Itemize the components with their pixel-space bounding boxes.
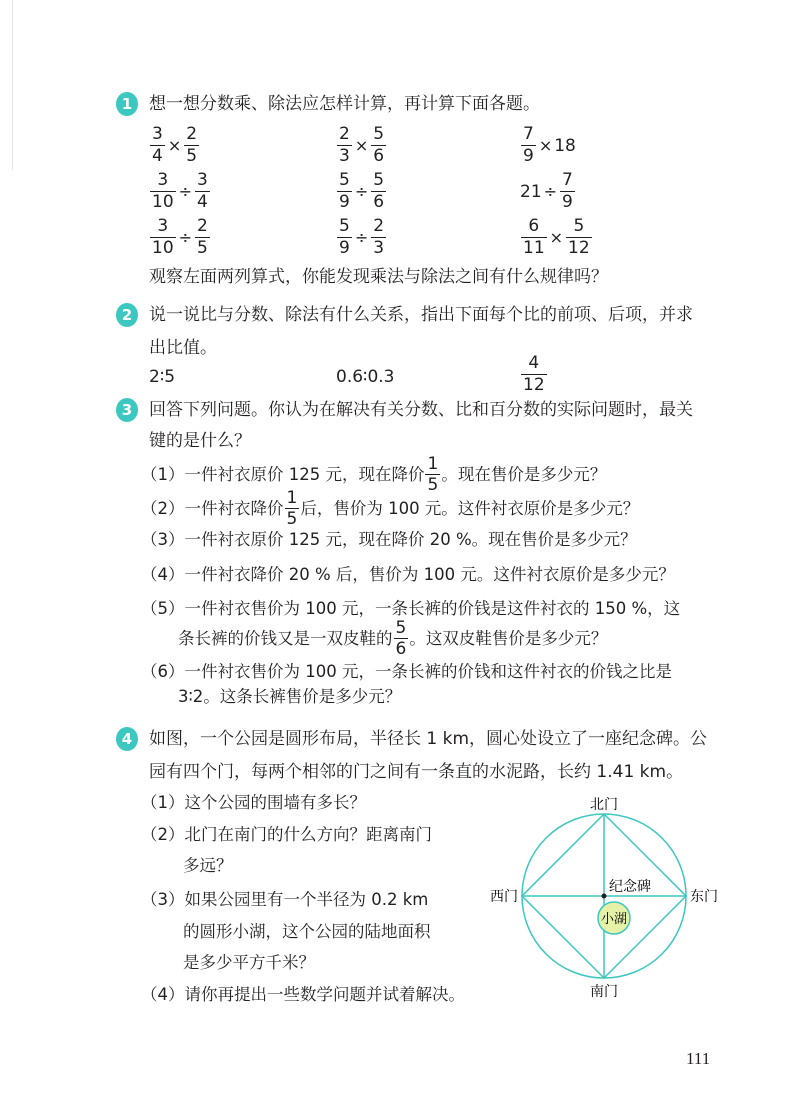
problem-3-badge: 3 <box>116 398 138 422</box>
monument-point <box>602 894 607 899</box>
fraction <box>195 217 210 258</box>
problem-3-q5-line2 <box>178 619 607 658</box>
problem-3-line2: 键的是什么？ <box>149 431 251 451</box>
operator: ÷ <box>354 228 369 247</box>
problem-4-q2-line2: 多远？ <box>183 856 233 875</box>
q1-numerator: 1 <box>427 454 439 474</box>
east-gate-label: 东门 <box>690 889 718 905</box>
expression <box>149 171 211 212</box>
fraction <box>150 171 176 212</box>
problem-4-q3-line3: 是多少平方千米？ <box>183 953 315 972</box>
north-gate-label: 北门 <box>590 797 618 813</box>
expression <box>520 217 593 258</box>
lake-label: 小湖 <box>600 912 628 927</box>
denominator: 4 <box>152 146 163 166</box>
numerator: 2 <box>373 216 385 236</box>
operator: ÷ <box>178 182 193 201</box>
fraction <box>560 171 575 212</box>
denominator: 9 <box>339 192 350 212</box>
numerator: 3 <box>152 124 163 144</box>
expression <box>149 125 200 166</box>
problem-3-q2 <box>141 489 639 528</box>
problem-4-q1: （1）这个公园的围墙有多长？ <box>141 793 366 812</box>
expression <box>520 125 576 166</box>
denominator: 3 <box>339 146 350 166</box>
expression <box>336 171 387 212</box>
margin-line <box>12 0 13 170</box>
fraction <box>150 217 176 258</box>
fraction <box>371 125 386 166</box>
fraction <box>195 171 210 212</box>
numerator: 3 <box>197 170 208 190</box>
denominator: 12 <box>568 238 590 258</box>
q1-denominator: 5 <box>427 475 439 495</box>
ratio-3-numerator: 4 <box>528 353 540 373</box>
problem-2-line1: 说一说比与分数、除法有什么关系，指出下面每个比的前项、后项，并求 <box>149 305 693 325</box>
fraction <box>337 171 352 212</box>
problem-3-line1: 回答下列问题。你认为在解决有关分数、比和百分数的实际问题时，最关 <box>149 400 693 420</box>
problem-4-line2: 园有四个门，每两个相邻的门之间有一条直的水泥路，长约 1.41 km。 <box>149 762 684 782</box>
denominator: 6 <box>373 192 385 212</box>
q5-text-b: 。这双皮鞋售价是多少元？ <box>409 628 608 648</box>
integer: 21 <box>520 181 542 202</box>
fraction <box>184 125 199 166</box>
fraction <box>337 217 352 258</box>
fraction <box>371 171 386 212</box>
operator: ÷ <box>543 182 558 201</box>
denominator: 9 <box>523 146 534 166</box>
problem-4-line1: 如图，一个公园是圆形布局，半径长 1 km，圆心处设立了一座纪念碑。公 <box>149 729 708 749</box>
denominator: 11 <box>523 238 545 258</box>
operator: ÷ <box>178 228 193 247</box>
numerator: 3 <box>157 170 169 190</box>
denominator: 4 <box>197 192 208 212</box>
fraction <box>566 217 592 258</box>
park-diagram <box>480 790 740 1010</box>
numerator: 3 <box>157 216 169 236</box>
problem-1-badge: 1 <box>116 92 138 116</box>
denominator: 5 <box>197 238 208 258</box>
monument-label: 纪念碑 <box>609 879 651 895</box>
operator: × <box>538 136 553 155</box>
ratio-2: 0.6∶0.3 <box>336 367 395 387</box>
numerator: 7 <box>562 170 573 190</box>
denominator: 9 <box>339 238 350 258</box>
problem-4-q2-line1: （2）北门在南门的什么方向？距离南门 <box>141 825 432 844</box>
numerator: 7 <box>523 124 534 144</box>
west-gate-label: 西门 <box>490 889 518 905</box>
expression <box>520 171 576 212</box>
problem-2-line2: 出比值。 <box>149 338 217 358</box>
numerator: 6 <box>528 216 540 236</box>
denominator: 10 <box>152 192 174 212</box>
numerator: 2 <box>197 216 208 236</box>
ratio-3-denominator: 12 <box>523 375 545 395</box>
integer: 18 <box>554 135 576 156</box>
operator: × <box>354 136 369 155</box>
expression <box>336 125 387 166</box>
numerator: 5 <box>373 124 385 144</box>
problem-4-q3-line1: （3）如果公园里有一个半径为 0.2 km <box>141 890 429 909</box>
numerator: 2 <box>186 124 198 144</box>
operator: ÷ <box>354 182 369 201</box>
problem-4-q4: （4）请你再提出一些数学问题并试着解决。 <box>141 985 465 1004</box>
problem-1-prompt: 想一想分数乘、除法应怎样计算，再计算下面各题。 <box>149 94 540 114</box>
expression <box>149 217 211 258</box>
fraction <box>337 125 352 166</box>
fraction <box>521 125 536 166</box>
q1-text-a: （1）一件衬衣原价 125 元，现在降价 <box>141 464 425 484</box>
fraction <box>150 125 165 166</box>
problem-2-badge: 2 <box>116 303 138 327</box>
problem-3-q3: （3）一件衬衣原价 125 元，现在降价 20 %。现在售价是多少元？ <box>141 530 637 549</box>
q2-numerator: 1 <box>286 488 298 508</box>
page-number: 111 <box>686 1049 711 1068</box>
problem-3-q6-line2: 3∶2。这条长裤售价是多少元？ <box>178 687 402 706</box>
numerator: 2 <box>339 124 350 144</box>
problem-1-question: 观察左面两列算式，你能发现乘法与除法之间有什么规律吗？ <box>149 267 608 287</box>
q2-text-a: （2）一件衬衣降价 <box>141 498 284 518</box>
denominator: 10 <box>152 238 174 258</box>
q5-numerator: 5 <box>395 618 407 638</box>
q1-text-b: 。现在售价是多少元？ <box>441 464 607 484</box>
problem-3-q6-line1: （6）一件衬衣售价为 100 元，一条长裤的价钱和这件衬衣的价钱之比是 <box>141 662 672 681</box>
problem-3-q4: （4）一件衬衣降价 20 % 后，售价为 100 元。这件衬衣原价是多少元？ <box>141 565 675 584</box>
problem-3-q5-line1: （5）一件衬衣售价为 100 元，一条长裤的价钱是这件衬衣的 150 %，这 <box>141 599 681 618</box>
denominator: 9 <box>562 192 573 212</box>
fraction <box>521 217 547 258</box>
numerator: 5 <box>339 170 350 190</box>
q5-denominator: 6 <box>395 639 407 659</box>
denominator: 5 <box>186 146 198 166</box>
numerator: 5 <box>373 170 385 190</box>
numerator: 5 <box>339 216 350 236</box>
ratio-3 <box>520 354 548 395</box>
south-gate-label: 南门 <box>590 984 618 1000</box>
problem-4-q3-line2: 的圆形小湖，这个公园的陆地面积 <box>183 922 431 941</box>
expression <box>336 217 387 258</box>
fraction <box>371 217 386 258</box>
denominator: 3 <box>373 238 385 258</box>
q2-text-b: 后，售价为 100 元。这件衬衣原价是多少元？ <box>300 498 640 518</box>
operator: × <box>167 136 182 155</box>
problem-4-badge: 4 <box>116 727 138 751</box>
q5-text-a: 条长裤的价钱又是一双皮鞋的 <box>178 628 393 648</box>
operator: × <box>549 228 564 247</box>
numerator: 5 <box>573 216 585 236</box>
q2-denominator: 5 <box>286 509 298 529</box>
ratio-1: 2∶5 <box>149 367 176 387</box>
denominator: 6 <box>373 146 385 166</box>
